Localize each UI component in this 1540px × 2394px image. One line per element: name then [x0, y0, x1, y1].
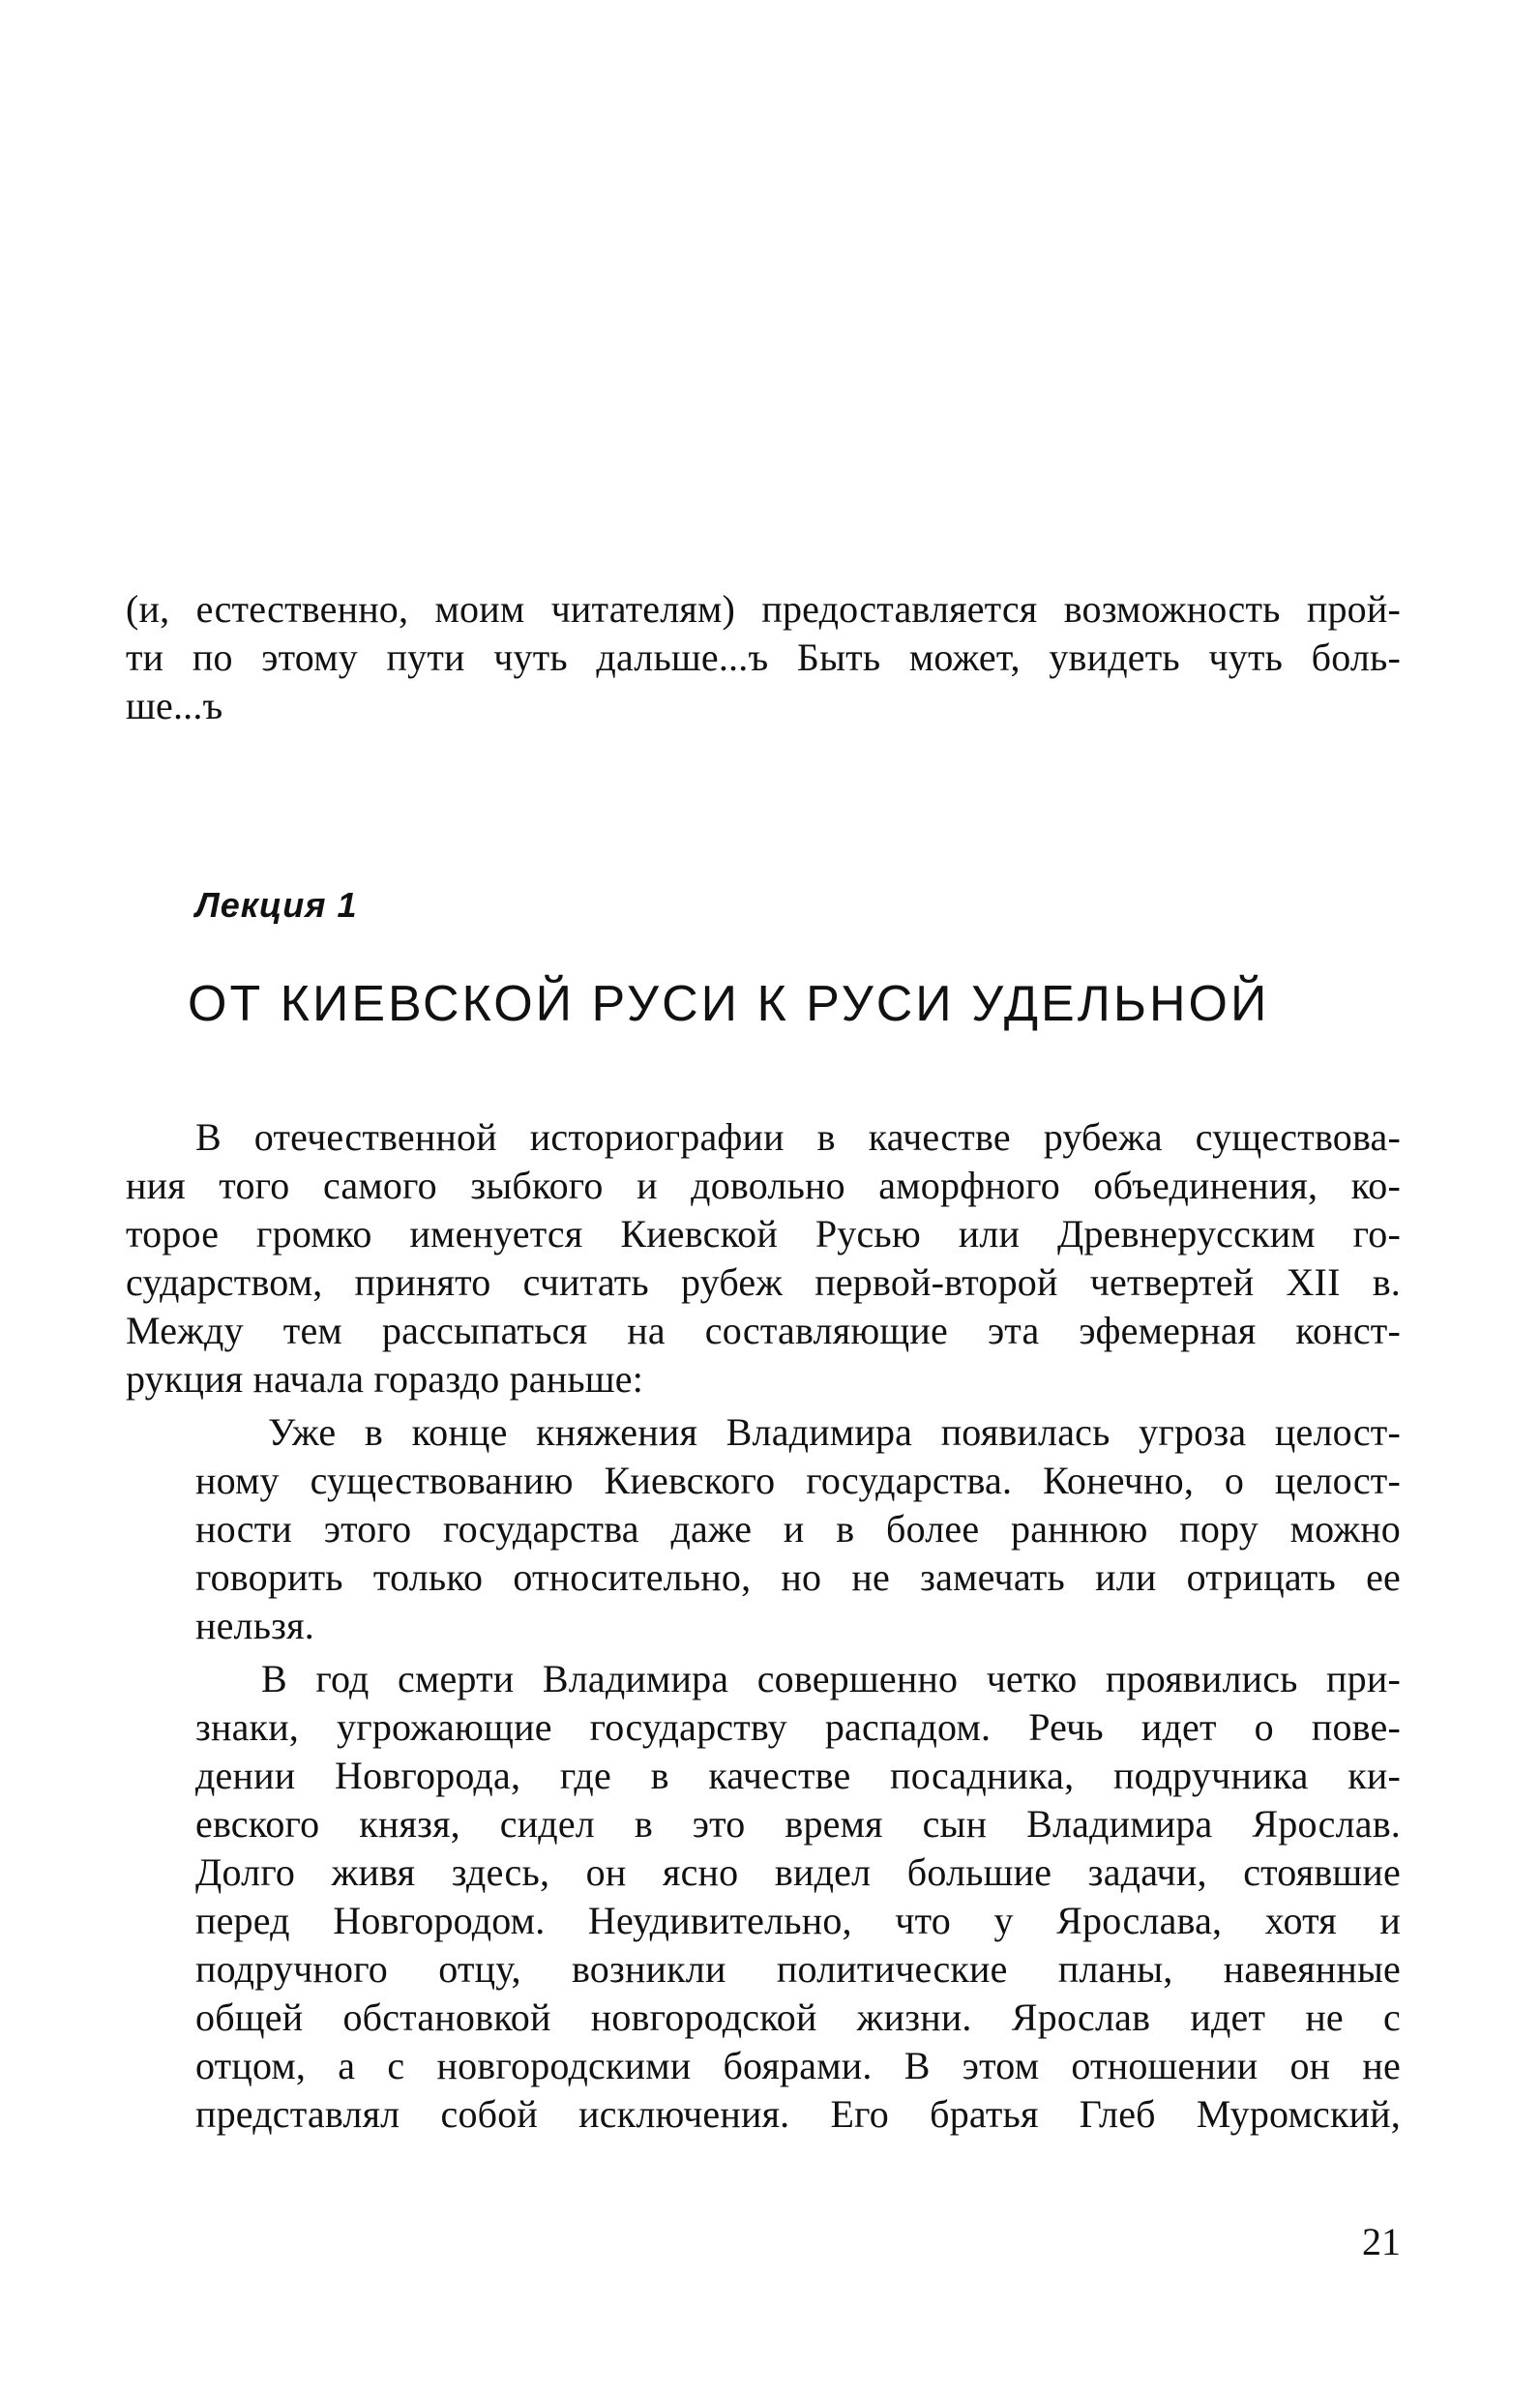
text-line: ному существованию Киевского государства. Конечно, о целост- [195, 1459, 1401, 1502]
text-line: рукция начала гораздо раньше: [126, 1357, 644, 1401]
text-line: перед Новгородом. Неудивительно, что у Ярослава, хотя и [195, 1899, 1401, 1942]
text-line: В отечественной историографии в качестве рубежа существова- [195, 1115, 1401, 1159]
text-line: ния того самого зыбкого и довольно аморфного объединения, ко- [126, 1164, 1401, 1207]
text-line: говорить только относительно, но не замечать или отрицать ее [195, 1555, 1401, 1599]
text-line: ти по этому пути чуть дальше...ъ Быть может, увидеть чуть боль- [126, 635, 1401, 679]
text-line: общей обстановкой новгородской жизни. Ярослав идет не с [195, 1995, 1401, 2039]
text-line: ше...ъ [126, 684, 223, 727]
text-line: торое громко именуется Киевской Русью или Древнерусским го- [126, 1212, 1401, 1256]
text-line: евского князя, сидел в это время сын Владимира Ярослав. [195, 1802, 1401, 1846]
text-line: Между тем рассыпаться на составляющие эта эфемерная конст- [126, 1309, 1401, 1352]
text-line: отцом, а с новгородскими боярами. В этом отношении он не [195, 2044, 1401, 2087]
chapter-title: ОТ КИЕВСКОЙ РУСИ К РУСИ УДЕЛЬНОЙ [188, 976, 1270, 1032]
text-line: подручного отцу, возникли политические планы, навеянные [195, 1947, 1401, 1991]
text-line: Уже в конце княжения Владимира появилась угроза целост- [268, 1410, 1401, 1454]
text-line: сударством, принято считать рубеж первой-второй четвертей XII в. [126, 1260, 1401, 1304]
text-line: дении Новгорода, где в качестве посадника, подручника ки- [195, 1754, 1401, 1797]
text-line: представлял собой исключения. Его братья Глеб Муромский, [195, 2092, 1401, 2136]
text-line: знаки, угрожающие государству распадом. Речь идет о пове- [195, 1705, 1401, 1749]
page-number: 21 [1362, 2220, 1401, 2263]
text-line: нельзя. [195, 1604, 314, 1647]
text-line: В год смерти Владимира совершенно четко проявились при- [261, 1657, 1401, 1700]
lecture-label: Лекция 1 [195, 885, 358, 925]
text-line: ности этого государства даже и в более раннюю пору можно [195, 1507, 1401, 1551]
text-line: (и, естественно, моим читателям) предоставляется возможность прой- [126, 587, 1401, 631]
text-line: Долго живя здесь, он ясно видел большие задачи, стоявшие [195, 1850, 1401, 1894]
